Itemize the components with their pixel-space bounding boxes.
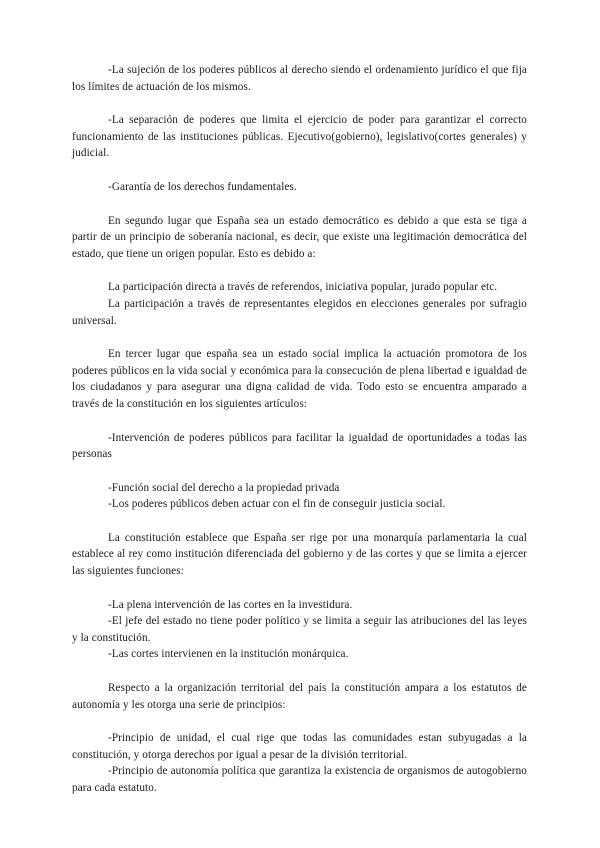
paragraph-organizacion-territorial: Respecto a la organización territorial del país la constitución ampara a los estatutos de autonomía y les otorga una serie de principios: (72, 682, 527, 711)
paragraph-monarquia: La constitución establece que España ser rige por una monarquía parlamentaria la cual establece al rey como institución diferenciada del gobierno y de las cortes y que se limita a ejercer las siguientes funciones: (72, 531, 527, 578)
paragraph-estado-social: En tercer lugar que españa sea un estado social implica la actuación promotora de los poderes públicos en la vida social y económica para la consecución de plena libertad e igualdad de los ciudadanos y para asegurar una digna calidad de vida. Todo esto se encuentra amparado a través de la constitución en los siguientes artículos: (72, 348, 527, 410)
paragraph-gap (72, 580, 527, 597)
paragraph-funcion-social: -Función social del derecho a la propiedad privada (108, 481, 340, 494)
paragraph-principio-autonomia: -Principio de autonomía política que garantiza la existencia de organismos de autogobierno para cada estatuto. (72, 765, 527, 794)
paragraph-gap (72, 329, 527, 346)
paragraph-sujecion: -La sujeción de los poderes públicos al derecho siendo el ordenamiento jurídico el que fija los límites de actuación de los mismos. (72, 64, 527, 93)
paragraph-gap (72, 196, 527, 213)
paragraph-gap (72, 162, 527, 179)
paragraph-cortes-monarquica: -Las cortes intervienen en la institución monárquica. (108, 648, 349, 661)
paragraph-participacion-directa: La participación directa a través de referendos, iniciativa popular, jurado popular etc. (108, 281, 498, 294)
paragraph-separacion-poderes: -La separación de poderes que limita el ejercicio de poder para garantizar el correcto funcionamiento de las instituciones públicas. Ejecutivo(gobierno), legislativo(cortes generales) y judicial. (72, 114, 527, 160)
paragraph-gap (72, 713, 527, 730)
paragraph-gap (72, 463, 527, 480)
paragraph-jefe-estado: -El jefe del estado no tiene poder político y se limita a seguir las atribuciones del las leyes y la constitución. (72, 615, 527, 644)
paragraph-principio-unidad: -Principio de unidad, el cual rige que todas las comunidades estan subyugadas a la constitución, y otorga derechos por igual a pesar de la división territorial. (72, 732, 527, 761)
paragraph-gap (72, 413, 527, 430)
paragraph-estado-democratico: En segundo lugar que España sea un estado democrático es debido a que esta se tiga a partir de un principio de soberanía nacional, es decir, que existe una legitimación democrática del estado, que tiene un origen popular. Esto es debido a: (72, 214, 527, 260)
paragraph-investidura: -La plena intervención de las cortes en la investidura. (108, 598, 353, 611)
paragraph-intervencion-poderes: -Intervención de poderes públicos para facilitar la igualdad de oportunidades a todas las personas (72, 431, 527, 461)
paragraph-garantia-derechos: -Garantía de los derechos fundamentales. (108, 180, 297, 193)
paragraph-gap (72, 663, 527, 680)
paragraph-justicia-social: -Los poderes públicos deben actuar con el fin de conseguir justicia social. (108, 498, 446, 511)
paragraph-gap (72, 513, 527, 530)
paragraph-gap (72, 95, 527, 112)
paragraph-participacion-representantes: La participación a través de representantes elegidos en elecciones generales por sufragio universal. (72, 297, 527, 327)
document-page (72, 62, 527, 797)
paragraph-gap (72, 262, 527, 279)
